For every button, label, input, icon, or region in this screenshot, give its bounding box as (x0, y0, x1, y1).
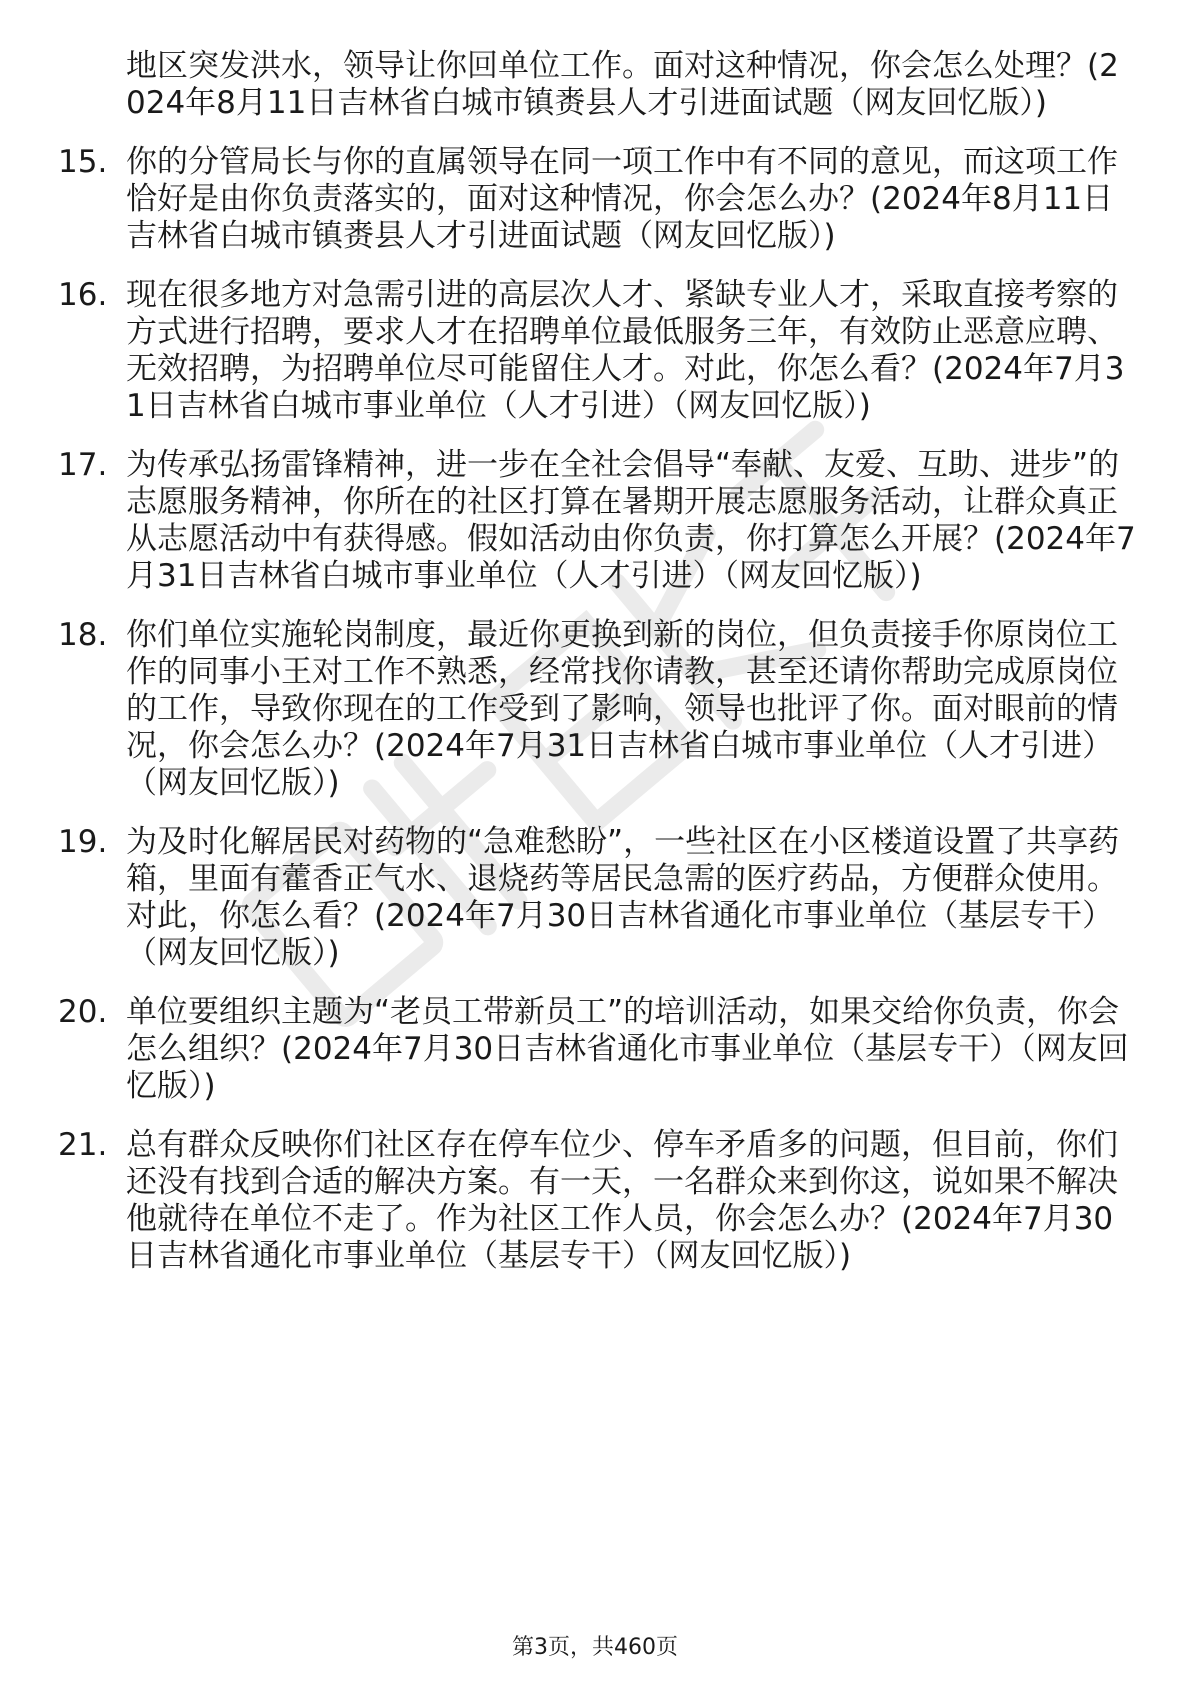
page-number: 第3页，共460页 (512, 1635, 678, 1660)
item-text: 为传承弘扬雷锋精神，进一步在全社会倡导“奉献、友爱、互助、进步”的志愿服务精神，你所在的社区打算在暑期开展志愿服务活动，让群众真正从志愿活动中有获得感。假如活动由你负责，你打算怎么开展？(2024年7月31日吉林省白城市事业单位（人才引进）（网友回忆版）) (126, 447, 1136, 594)
item-number: 16. (58, 277, 108, 313)
list-item (58, 144, 1138, 255)
item-number: 15. (58, 144, 108, 180)
list-item (58, 1127, 1138, 1275)
item-number: 21. (58, 1127, 108, 1163)
list-item (58, 994, 1138, 1105)
item-text: 为及时化解居民对药物的“急难愁盼”，一些社区在小区楼道设置了共享药箱，里面有藿香正气水、退烧药等居民急需的医疗药品，方便群众使用。对此，你怎么看？(2024年7月30日吉林省通化市事业单位（基层专干）（网友回忆版）) (126, 824, 1120, 971)
list-item (58, 48, 1138, 122)
item-text: 地区突发洪水，领导让你回单位工作。面对这种情况，你会怎么处理？(2024年8月11日吉林省白城市镇赉县人才引进面试题（网友回忆版）) (126, 48, 1119, 121)
item-number: 17. (58, 447, 108, 483)
item-text: 单位要组织主题为“老员工带新员工”的培训活动，如果交给你负责，你会怎么组织？(2024年7月30日吉林省通化市事业单位（基层专干）（网友回忆版）) (126, 994, 1129, 1104)
item-number: 19. (58, 824, 108, 860)
item-text: 现在很多地方对急需引进的高层次人才、紧缺专业人才，采取直接考察的方式进行招聘，要求人才在招聘单位最低服务三年，有效防止恶意应聘、无效招聘，为招聘单位尽可能留住人才。对此，你怎么看？(2024年7月31日吉林省白城市事业单位（人才引进）（网友回忆版）) (126, 277, 1125, 424)
question-list (58, 48, 1138, 1297)
item-text: 总有群众反映你们社区存在停车位少、停车矛盾多的问题，但目前，你们还没有找到合适的解决方案。有一天，一名群众来到你这，说如果不解决他就待在单位不走了。作为社区工作人员，你会怎么办？(2024年7月30日吉林省通化市事业单位（基层专干）（网友回忆版）) (126, 1127, 1118, 1274)
item-number: 18. (58, 617, 108, 653)
item-text: 你的分管局长与你的直属领导在同一项工作中有不同的意见，而这项工作恰好是由你负责落实的，面对这种情况，你会怎么办？(2024年8月11日吉林省白城市镇赉县人才引进面试题（网友回忆版）) (126, 144, 1118, 254)
list-item (58, 277, 1138, 425)
list-item (58, 617, 1138, 802)
list-item (58, 824, 1138, 972)
item-text: 你们单位实施轮岗制度，最近你更换到新的岗位，但负责接手你原岗位工作的同事小王对工作不熟悉，经常找你请教，甚至还请你帮助完成原岗位的工作，导致你现在的工作受到了影响，领导也批评了你。面对眼前的情况，你会怎么办？(2024年7月31日吉林省白城市事业单位（人才引进）（网友回忆版）) (126, 617, 1118, 801)
item-number: 20. (58, 994, 108, 1030)
list-item (58, 447, 1138, 595)
